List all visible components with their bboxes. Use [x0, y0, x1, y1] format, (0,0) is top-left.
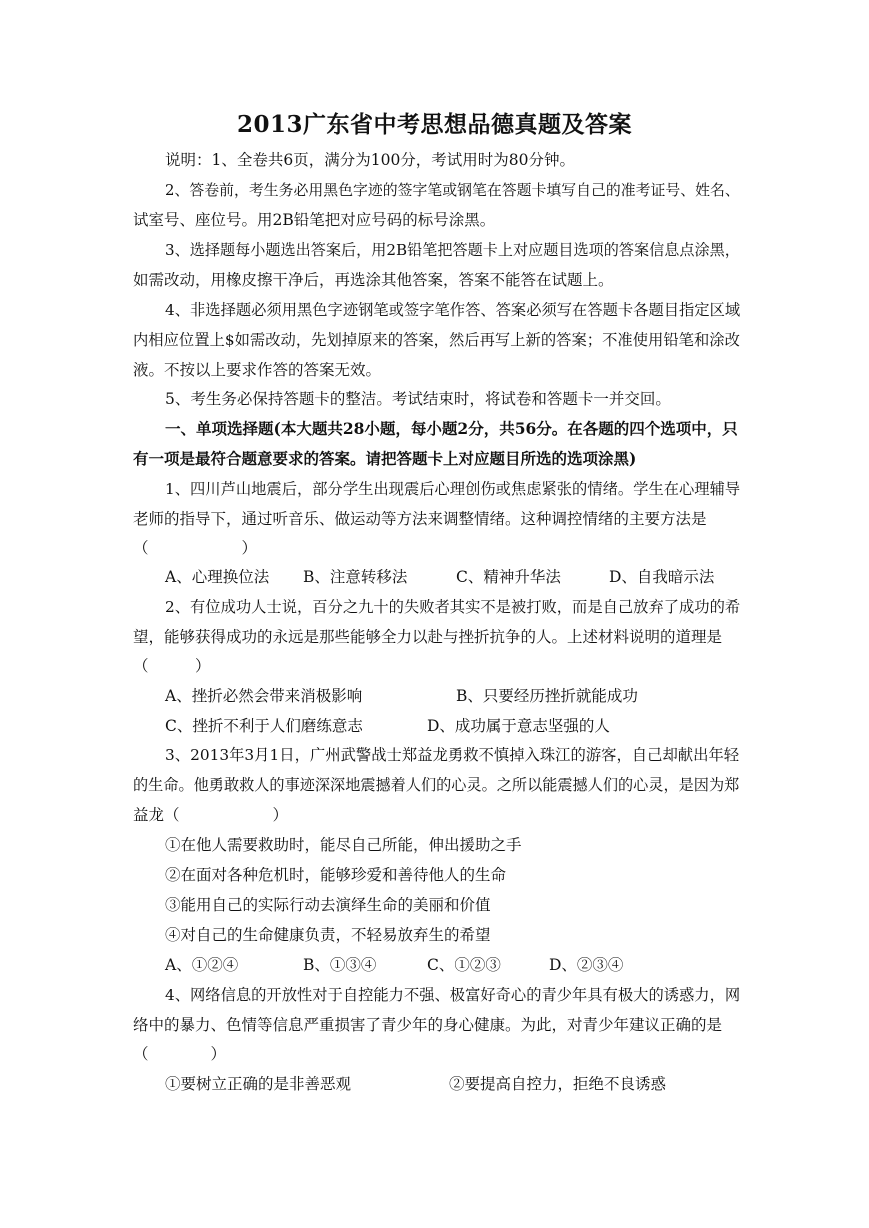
- instruction-3-line-2: 如需改动，用橡皮擦干净后，再选涂其他答案，答案不能答在试题上。: [133, 271, 614, 289]
- q4-statement-2: ②要提高自控力，拒绝不良诱惑: [449, 1075, 667, 1093]
- q4-stem-line-1: 4、网络信息的开放性对于自控能力不强、极富好奇心的青少年具有极大的诱惑力，网: [165, 986, 741, 1004]
- instruction-5: 5、考生务必保持答题卡的整洁。考试结束时，将试卷和答题卡一并交回。: [165, 390, 671, 408]
- instruction-4-line-3: 液。不按以上要求作答的答案无效。: [133, 361, 382, 379]
- instruction-1: 说明：1、全卷共6页，满分为100分，考试用时为80分钟。: [165, 151, 576, 169]
- q2-answer-blank: （ ）: [133, 657, 211, 675]
- q1-option-b: B、注意转移法: [303, 568, 408, 586]
- section-1-heading-line-1: 一、单项选择题(本大题共28小题，每小题2分，共56分。在各题的四个选项中，只: [165, 419, 738, 438]
- q2-option-b: B、只要经历挫折就能成功: [456, 687, 638, 705]
- q1-option-a: A、心理换位法: [165, 568, 270, 586]
- q3-stem-line-2: 的生命。他勇敢救人的事迹深深地震撼着人们的心灵。之所以能震撼人们的心灵，是因为郑: [133, 776, 740, 794]
- instruction-2-line-1: 2、答卷前，考生务必用黑色字迹的签字笔或钢笔在答题卡填写自己的准考证号、姓名、: [165, 181, 740, 199]
- q3-statement-2: ②在面对各种危机时，能够珍爱和善待他人的生命: [165, 866, 507, 884]
- q3-option-d: D、②③④: [549, 956, 624, 974]
- instruction-4-line-2: 内相应位置上$如需改动，先划掉原来的答案，然后再写上新的答案；不准使用铅笔和涂改: [133, 331, 740, 349]
- q4-stem-line-2: 络中的暴力、色情等信息严重损害了青少年的身心健康。为此，对青少年建议正确的是: [133, 1016, 723, 1034]
- q4-answer-blank: （ ）: [133, 1045, 227, 1063]
- q3-option-c: C、①②③: [427, 956, 501, 974]
- q1-stem-line-1: 1、四川芦山地震后，部分学生出现震后心理创伤或焦虑紧张的情绪。学生在心理辅导: [165, 480, 741, 498]
- instruction-2-line-2: 试室号、座位号。用2B铅笔把对应号码的标号涂黑。: [133, 211, 496, 229]
- page-title: 2013广东省中考思想品德真题及答案: [236, 111, 632, 138]
- instruction-3-line-1: 3、选择题每小题选出答案后，用2B铅笔把答题卡上对应题目选项的答案信息点涂黑，: [165, 241, 740, 259]
- q4-statement-1: ①要树立正确的是非善恶观: [165, 1075, 352, 1093]
- q3-option-b: B、①③④: [303, 956, 377, 974]
- q1-stem-line-2: 老师的指导下，通过听音乐、做运动等方法来调整情绪。这种调控情绪的主要方法是: [133, 510, 707, 528]
- q3-stem-line-3: 益龙（ ）: [133, 806, 289, 824]
- q1-option-d: D、自我暗示法: [609, 568, 715, 586]
- q1-answer-blank: （ ）: [133, 539, 258, 557]
- q2-stem-line-2: 望，能够获得成功的永远是那些能够全力以赴与挫折抗争的人。上述材料说明的道理是: [133, 628, 723, 646]
- q1-option-c: C、精神升华法: [456, 568, 561, 586]
- instruction-4-line-1: 4、非选择题必须用黑色字迹钢笔或签字笔作答、答案必须写在答题卡各题目指定区域: [165, 301, 741, 319]
- q3-statement-1: ①在他人需要救助时，能尽自己所能，伸出援助之手: [165, 836, 522, 854]
- q3-stem-line-1: 3、2013年3月1日，广州武警战士郑益龙勇救不慎掉入珠江的游客，自己却献出年轻: [165, 746, 740, 764]
- q2-stem-line-1: 2、有位成功人士说，百分之九十的失败者其实不是被打败，而是自己放弃了成功的希: [165, 598, 741, 616]
- q3-option-a: A、①②④: [165, 956, 239, 974]
- q2-option-a: A、挫折必然会带来消极影响: [165, 687, 363, 705]
- q2-option-c: C、挫折不利于人们磨练意志: [165, 717, 363, 735]
- q3-statement-4: ④对自己的生命健康负责，不轻易放弃生的希望: [165, 926, 491, 944]
- section-1-heading-line-2: 有一项是最符合题意要求的答案。请把答题卡上对应题目所选的选项涂黑): [133, 449, 637, 468]
- q2-option-d: D、成功属于意志坚强的人: [427, 717, 610, 735]
- q3-statement-3: ③能用自己的实际行动去演绎生命的美丽和价值: [165, 896, 491, 914]
